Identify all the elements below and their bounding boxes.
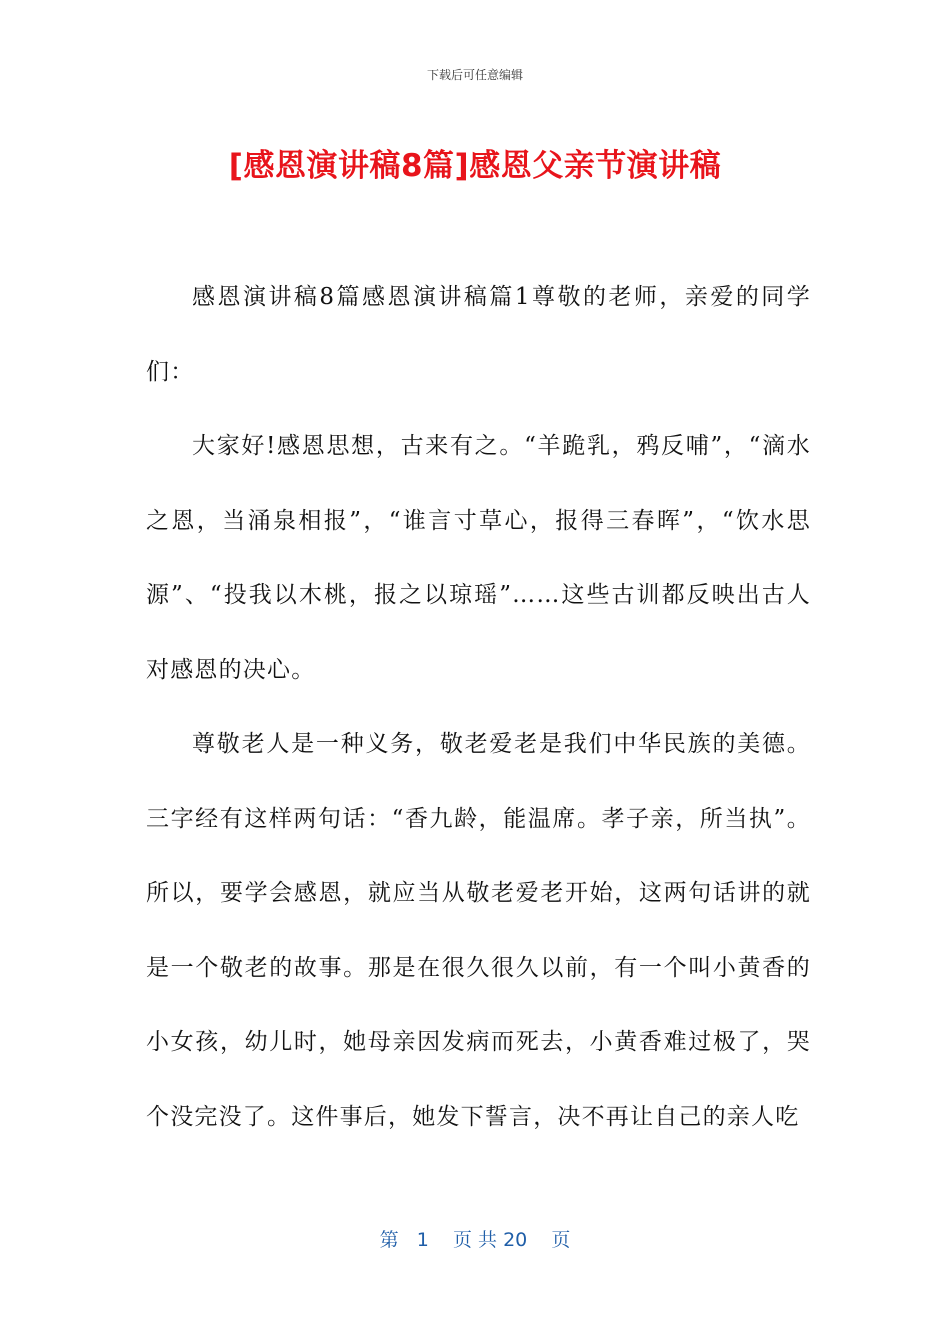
paragraph-2: 大家好!感恩思想，古来有之。“羊跪乳，鸦反哺”，“滴水之恩，当涌泉相报”，“谁言寸草心，报得三春晖”，“饮水思源”、“投我以木桃，报之以琼瑶”……这些古训都反映出古人对感恩的决心。 xyxy=(146,433,811,683)
footer-prefix: 第 xyxy=(379,1229,399,1251)
paragraph-3: 尊敬老人是一种义务，敬老爱老是我们中华民族的美德。三字经有这样两句话：“香九龄，能温席。孝子亲，所当执”。所以，要学会感恩，就应当从敬老爱老开始，这两句话讲的就是一个敬老的故事。那是在很久很久以前，有一个叫小黄香的小女孩，幼儿时，她母亲因发病而死去，小黄香难过极了，哭个没完没了。这件事后，她发下誓言，决不再让自己的亲人吃 xyxy=(146,731,811,1130)
paragraph-1: 感恩演讲稿8篇感恩演讲稿篇1尊敬的老师，亲爱的同学们： xyxy=(146,284,811,385)
total-pages-number: 20 xyxy=(503,1229,528,1251)
header-note: 下载后可任意编辑 xyxy=(426,68,523,82)
current-page-number: 1 xyxy=(416,1229,429,1251)
page-footer xyxy=(0,1225,950,1252)
footer-middle: 页 共 xyxy=(452,1229,498,1251)
document-title: [感恩演讲稿8篇]感恩父亲节演讲稿 xyxy=(228,148,722,184)
document-body xyxy=(146,260,811,1154)
footer-suffix: 页 xyxy=(551,1229,571,1251)
